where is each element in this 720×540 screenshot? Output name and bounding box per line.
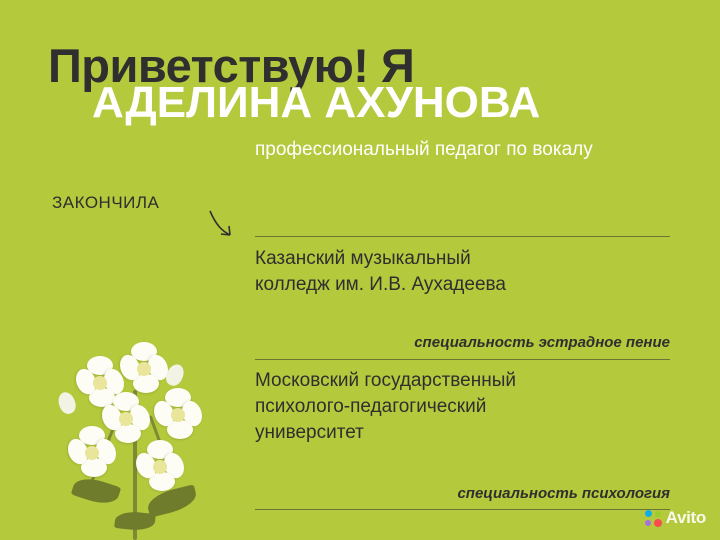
divider-line-2: [255, 359, 670, 360]
arrow-down-right-icon: [206, 207, 240, 241]
greeting-heading: Приветствую! Я: [48, 39, 415, 92]
presenter-subtitle: профессиональный педагог по вокалу: [255, 139, 593, 160]
education-institution-2-line1: Московский государственный: [255, 370, 516, 391]
education-institution-2: [255, 368, 675, 446]
education-institution-1-line2: колледж им. И.В. Аухадеева: [255, 274, 506, 295]
divider-line-3: [255, 509, 670, 510]
presenter-name: АДЕЛИНА АХУНОВА: [92, 78, 541, 127]
jasmine-flower-illustration: [55, 330, 245, 540]
education-institution-1-line1: Казанский музыкальный: [255, 248, 471, 269]
avito-watermark: [645, 508, 706, 528]
education-institution-1: [255, 246, 675, 298]
education-section-label: ЗАКОНЧИЛА: [52, 193, 160, 212]
avito-watermark-text: Avito: [665, 508, 706, 527]
education-specialty-1: специальность эстрадное пение: [414, 334, 670, 351]
education-institution-2-line3: университет: [255, 422, 364, 443]
education-institution-2-line2: психолого-педагогический: [255, 396, 487, 417]
avito-dots-icon: [645, 510, 662, 527]
education-specialty-2: специальность психология: [457, 485, 670, 502]
divider-line-1: [255, 236, 670, 237]
